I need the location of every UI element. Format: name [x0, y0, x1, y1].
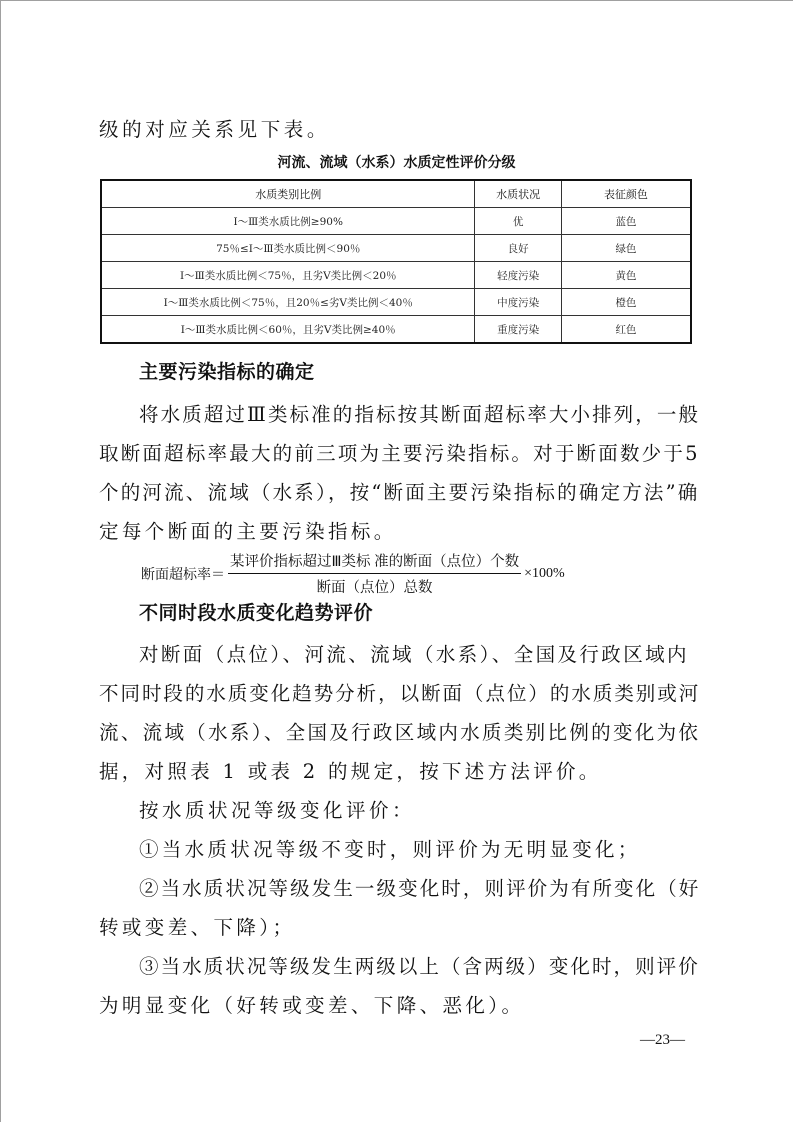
list-item-2: ②当水质状况等级发生一级变化时，则评价为有所变化（好	[139, 877, 701, 900]
cell-color: 黄色	[561, 262, 691, 289]
section-heading-trend-evaluation: 不同时段水质变化趋势评价	[139, 602, 374, 624]
water-quality-grade-table	[100, 179, 692, 344]
paragraph-line: 取断面超标率最大的前三项为主要污染指标。对于断面数少于5	[99, 442, 700, 465]
table-row	[101, 316, 691, 344]
cell-color: 绿色	[561, 235, 691, 262]
cell-color: 橙色	[561, 289, 691, 316]
cell-ratio: Ⅰ～Ⅲ类水质比例＜75％，且20％≤劣Ⅴ类比例＜40％	[101, 289, 475, 316]
list-item-3-continued: 为明显变化（好转或变差、下降、恶化）。	[99, 994, 525, 1017]
cell-ratio: 75％≤Ⅰ～Ⅲ类水质比例＜90％	[101, 235, 475, 262]
cell-ratio: Ⅰ～Ⅲ类水质比例≥90%	[101, 208, 475, 235]
paragraph-line: 不同时段的水质变化趋势分析，以断面（点位）的水质类别或河	[99, 682, 701, 705]
paragraph-line: 按水质状况等级变化评价：	[139, 799, 416, 822]
paragraph-line: 流、流域（水系）、全国及行政区域内水质类别比例的变化为依	[99, 721, 701, 744]
formula-fraction	[228, 550, 521, 597]
table-title: 河流、流域（水系）水质定性评价分级	[277, 155, 516, 171]
page-border-top	[0, 0, 793, 1]
paragraph-line: 定每个断面的主要污染指标。	[99, 520, 397, 543]
cell-status: 轻度污染	[475, 262, 561, 289]
list-item-3: ③当水质状况等级发生两级以上（含两级）变化时，则评价	[139, 955, 700, 978]
list-item-2-continued: 转或变差、下降）；	[99, 916, 296, 939]
section-heading-main-pollutants: 主要污染指标的确定	[139, 361, 315, 383]
exceedance-rate-formula	[141, 550, 565, 597]
cell-status: 中度污染	[475, 289, 561, 316]
table-row	[101, 208, 691, 235]
intro-line: 级的对应关系见下表。	[99, 118, 331, 141]
paragraph-line: 据，对照表 1 或表 2 的规定，按下述方法评价。	[99, 760, 602, 783]
cell-color: 蓝色	[561, 208, 691, 235]
table-row	[101, 289, 691, 316]
header-category-ratio: 水质类别比例	[101, 180, 475, 208]
table-row	[101, 235, 691, 262]
header-water-status: 水质状况	[475, 180, 561, 208]
list-item-1: ①当水质状况等级不变时，则评价为无明显变化；	[139, 838, 641, 861]
cell-color: 红色	[561, 316, 691, 344]
formula-denominator: 断面（点位）总数	[316, 580, 433, 596]
cell-ratio: Ⅰ～Ⅲ类水质比例＜75％，且劣Ⅴ类比例＜20％	[101, 262, 475, 289]
paragraph-line: 个的河流、流域（水系），按“断面主要污染指标的确定方法”确	[99, 481, 700, 504]
formula-rhs: ×100%	[524, 565, 565, 581]
cell-ratio: Ⅰ～Ⅲ类水质比例＜60％，且劣Ⅴ类比例≥40％	[101, 316, 475, 344]
paragraph-line: 对断面（点位）、河流、流域（水系）、全国及行政区域内	[139, 643, 689, 666]
table-header-row	[101, 180, 691, 208]
cell-status: 重度污染	[475, 316, 561, 344]
formula-numerator: 某评价指标超过Ⅲ类标 准的断面（点位）个数	[228, 550, 521, 574]
cell-status: 良好	[475, 235, 561, 262]
formula-lhs: 断面超标率＝	[141, 567, 225, 583]
cell-status: 优	[475, 208, 561, 235]
paragraph-line: 将水质超过Ⅲ类标准的指标按其断面超标率大小排列，一般	[139, 403, 701, 426]
table-row	[101, 262, 691, 289]
header-color: 表征颜色	[561, 180, 691, 208]
page-number: —23—	[640, 1032, 685, 1048]
